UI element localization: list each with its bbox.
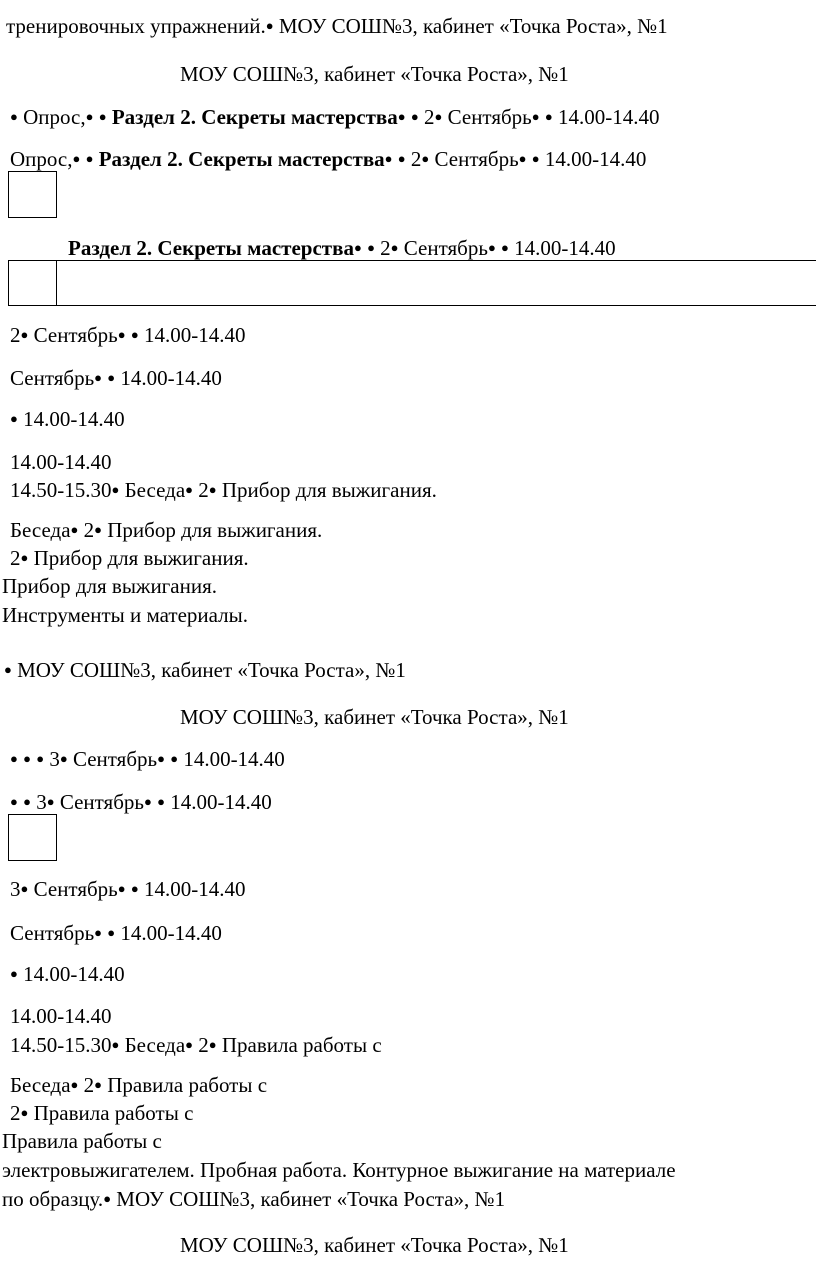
bullet-icon: ● xyxy=(10,794,18,809)
bullet-icon: ● xyxy=(143,794,152,809)
text-topic: Прибор для выжигания. xyxy=(107,518,323,542)
text-month: Сентябрь xyxy=(434,147,519,171)
table-rule-bottom xyxy=(57,305,816,306)
text-month: Сентябрь xyxy=(10,366,95,390)
bullet-icon: ● xyxy=(10,109,18,124)
bullet-icon: ● xyxy=(20,550,29,565)
line-13 xyxy=(2,574,217,598)
line-14 xyxy=(2,603,248,627)
text-month: Сентябрь xyxy=(72,747,158,771)
bullet-icon: ● xyxy=(72,151,81,166)
text-place: МОУ СОШ№3, кабинет «Точка Роста», №1 xyxy=(273,14,668,38)
bullet-icon: ● xyxy=(367,240,375,255)
bullet-icon: ● xyxy=(94,925,103,940)
text-hours: 3 xyxy=(10,877,21,901)
text-topic: Правила работы с xyxy=(221,1033,382,1057)
text-section: Раздел 2. Секреты мастерства xyxy=(68,236,354,260)
line-28 xyxy=(2,1187,505,1211)
text-exercises: тренировочных упражнений. xyxy=(6,14,266,38)
bullet-icon: ● xyxy=(130,881,139,896)
line-21 xyxy=(10,962,125,986)
text-place: МОУ СОШ№3, кабинет «Точка Роста», №1 xyxy=(180,705,569,729)
bullet-icon: ● xyxy=(4,662,12,677)
text-form: Опрос, xyxy=(23,105,86,129)
bullet-icon: ● xyxy=(70,1077,79,1092)
bullet-icon: ● xyxy=(265,18,274,33)
bullet-icon: ● xyxy=(130,327,139,342)
text-place: МОУ СОШ№3, кабинет «Точка Роста», №1 xyxy=(116,1187,506,1211)
line-20 xyxy=(10,921,222,945)
text-month: Сентябрь xyxy=(33,877,118,901)
text-time: 14.00-14.40 xyxy=(10,1004,112,1028)
text-section: Раздел 2. Секреты мастерства xyxy=(111,105,398,129)
text-hours: 2 xyxy=(424,105,435,129)
bullet-icon: ● xyxy=(10,751,18,766)
bullet-icon: ● xyxy=(103,1191,112,1206)
text-form: Опрос, xyxy=(10,147,73,171)
line-16 xyxy=(180,705,569,729)
bullet-icon: ● xyxy=(23,751,31,766)
text-time: 14.00-14.40 xyxy=(143,877,246,901)
text-topic-cont: Инструменты и материалы. xyxy=(2,603,248,627)
bullet-icon: ● xyxy=(185,1037,193,1052)
bullet-icon: ● xyxy=(421,151,430,166)
line-25 xyxy=(10,1101,193,1125)
bullet-icon: ● xyxy=(10,966,18,981)
text-month: Сентябрь xyxy=(59,790,144,814)
table-cell-box xyxy=(8,814,57,861)
table-cell-box xyxy=(8,171,57,218)
bullet-icon: ● xyxy=(46,794,55,809)
line-26 xyxy=(2,1129,162,1153)
line-11 xyxy=(10,518,322,542)
bullet-icon: ● xyxy=(117,327,126,342)
text-time2: 14.50-15.30 xyxy=(10,1033,112,1057)
text-topic: Прибор для выжигания. xyxy=(221,478,437,502)
text-form2: Беседа xyxy=(10,518,71,542)
text-hours: 2 xyxy=(198,478,209,502)
text-hours: 2 xyxy=(83,1073,95,1097)
bullet-icon: ● xyxy=(353,240,362,255)
line-3 xyxy=(10,105,659,129)
line-4 xyxy=(10,147,646,171)
text-hours: 3 xyxy=(49,747,60,771)
line-8 xyxy=(10,407,125,431)
bullet-icon: ● xyxy=(117,881,126,896)
text-time2: 14.50-15.30 xyxy=(10,478,112,502)
text-time: 14.00-14.40 xyxy=(120,366,222,390)
table-rule-top xyxy=(57,260,816,261)
text-time: 14.00-14.40 xyxy=(23,407,125,431)
bullet-icon: ● xyxy=(94,1077,102,1092)
bullet-icon: ● xyxy=(94,370,103,385)
text-hours: 2 xyxy=(10,546,21,570)
text-month: Сентябрь xyxy=(33,323,118,347)
bullet-icon: ● xyxy=(36,751,45,766)
text-hours: 2 xyxy=(83,518,95,542)
text-time: 14.00-14.40 xyxy=(170,790,272,814)
text-topic: Правила работы с xyxy=(2,1129,162,1153)
bullet-icon: ● xyxy=(501,240,509,255)
line-27 xyxy=(2,1158,676,1182)
bullet-icon: ● xyxy=(434,109,443,124)
bullet-icon: ● xyxy=(185,482,193,497)
text-topic: Прибор для выжигания. xyxy=(2,574,218,598)
bullet-icon: ● xyxy=(410,109,419,124)
bullet-icon: ● xyxy=(111,1037,120,1052)
line-10 xyxy=(10,478,437,502)
bullet-icon: ● xyxy=(111,482,120,497)
text-place: МОУ СОШ№3, кабинет «Точка Роста», №1 xyxy=(180,1233,569,1257)
bullet-icon: ● xyxy=(170,751,179,766)
bullet-icon: ● xyxy=(390,240,399,255)
text-time: 14.00-14.40 xyxy=(23,962,125,986)
bullet-icon: ● xyxy=(98,109,107,124)
table-cell-box xyxy=(8,260,57,306)
bullet-icon: ● xyxy=(85,109,94,124)
bullet-icon: ● xyxy=(107,925,116,940)
bullet-icon: ● xyxy=(518,151,527,166)
bullet-icon: ● xyxy=(70,522,79,537)
text-hours: 3 xyxy=(36,790,47,814)
text-hours: 2 xyxy=(410,147,422,171)
bullet-icon: ● xyxy=(20,327,29,342)
text-topic: Прибор для выжигания. xyxy=(33,546,249,570)
text-time: 14.00-14.40 xyxy=(120,921,222,945)
bullet-icon: ● xyxy=(397,109,406,124)
bullet-icon: ● xyxy=(85,151,94,166)
line-6 xyxy=(10,323,245,347)
line-17 xyxy=(10,747,285,771)
line-2 xyxy=(180,62,569,86)
line-24 xyxy=(10,1073,267,1097)
line-23 xyxy=(10,1033,382,1057)
text-topic: Правила работы с xyxy=(107,1073,268,1097)
line-19 xyxy=(10,877,245,901)
text-month: Сентябрь xyxy=(10,921,95,945)
bullet-icon: ● xyxy=(94,522,102,537)
bullet-icon: ● xyxy=(208,1037,217,1052)
text-hours: 2 xyxy=(198,1033,209,1057)
text-topic-cont: по образцу. xyxy=(2,1187,104,1211)
line-15 xyxy=(4,658,406,682)
text-time: 14.00-14.40 xyxy=(183,747,285,771)
text-time: 14.00-14.40 xyxy=(544,147,647,171)
bullet-icon: ● xyxy=(20,1105,29,1120)
text-month: Сентябрь xyxy=(403,236,488,260)
bullet-icon: ● xyxy=(59,751,68,766)
text-hours: 2 xyxy=(10,323,21,347)
text-time: 14.00-14.40 xyxy=(143,323,246,347)
text-form2: Беседа xyxy=(124,1033,186,1057)
text-hours: 2 xyxy=(10,1101,21,1125)
line-22 xyxy=(10,1004,112,1028)
text-place: МОУ СОШ№3, кабинет «Точка Роста», №1 xyxy=(180,62,569,86)
line-29 xyxy=(180,1233,569,1257)
bullet-icon: ● xyxy=(10,411,18,426)
line-1 xyxy=(6,14,668,38)
bullet-icon: ● xyxy=(544,109,553,124)
text-time: 14.00-14.40 xyxy=(10,450,112,474)
bullet-icon: ● xyxy=(157,794,165,809)
text-form2: Беседа xyxy=(10,1073,71,1097)
bullet-icon: ● xyxy=(384,151,393,166)
text-month: Сентябрь xyxy=(447,105,532,129)
line-9 xyxy=(10,450,112,474)
bullet-icon: ● xyxy=(487,240,496,255)
bullet-icon: ● xyxy=(157,751,165,766)
text-time: 14.00-14.40 xyxy=(514,236,616,260)
bullet-icon: ● xyxy=(23,794,31,809)
bullet-icon: ● xyxy=(208,482,217,497)
line-5 xyxy=(68,236,616,260)
text-place: МОУ СОШ№3, кабинет «Точка Роста», №1 xyxy=(17,658,406,682)
text-section: Раздел 2. Секреты мастерства xyxy=(98,147,385,171)
text-topic: Правила работы с xyxy=(33,1101,194,1125)
bullet-icon: ● xyxy=(20,881,29,896)
text-hours: 2 xyxy=(380,236,391,260)
text-form2: Беседа xyxy=(124,478,186,502)
bullet-icon: ● xyxy=(531,109,540,124)
bullet-icon: ● xyxy=(397,151,406,166)
bullet-icon: ● xyxy=(107,370,116,385)
line-12 xyxy=(10,546,249,570)
bullet-icon: ● xyxy=(531,151,540,166)
line-18 xyxy=(10,790,272,814)
text-topic-cont: электровыжигателем. Пробная работа. Контурное выжигание на материале xyxy=(2,1158,676,1182)
text-time: 14.00-14.40 xyxy=(557,105,660,129)
line-7 xyxy=(10,366,222,390)
